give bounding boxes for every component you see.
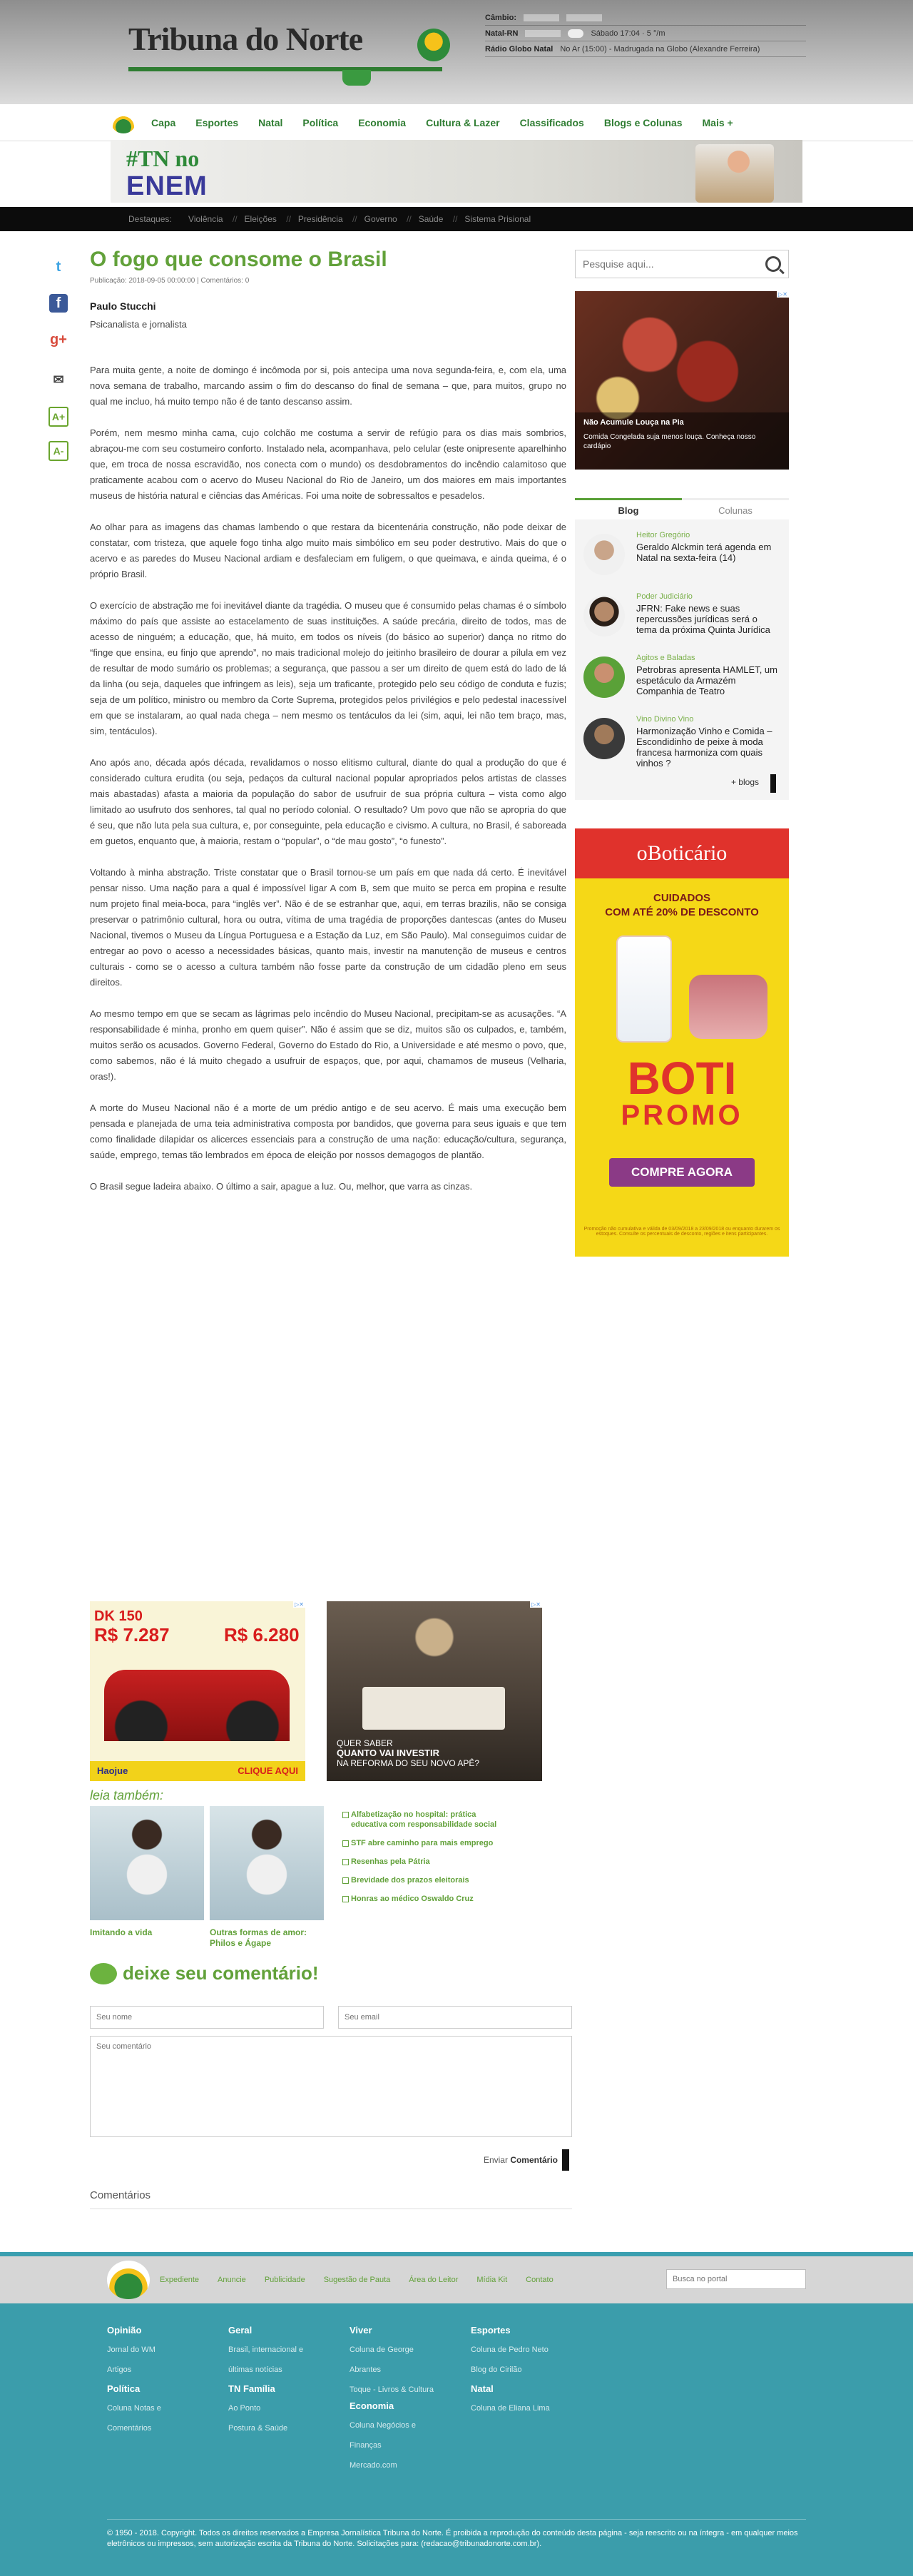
exchange-row xyxy=(485,10,806,26)
copyright: © 1950 - 2018. Copyright. Todos os direitos reservados a Empresa Jornalística Tribuna do Norte. É proibida a reprodução do conteúdo desta página - seja reescrito ou na íntegra - em qualquer meios eletrônicos ou impressos, sem autorização escrita da Tribuna do Norte. Solicitações para: (redacao@tribunadonorte.com.br). xyxy=(107,2519,806,2550)
avatar xyxy=(583,656,625,698)
comment-title: deixe seu comentário! xyxy=(123,1962,319,1984)
weather-city: Natal-RN xyxy=(485,29,519,38)
ad-big1: BOTI xyxy=(627,1053,737,1104)
blog-title: Geraldo Alckmin terá agenda em Natal na sexta-feira (14) xyxy=(636,542,772,563)
article-paragraph: Ao mesmo tempo em que se secam as lágrimas pelo incêndio do Museu Nacional, precipitam-se as acusações. “A responsabilidade é minha, pronho em quem quiser”. Não é assim que se diz, muitos são os culpados, e, também, muitos serão os acusados. Governo Federal, Governo do Estado do Rio, a Universidade e até mesmo o povo, que, como sabemos, não é lá muito chegado a usufruir de espaços, que, por aqui, chamamos de museus (Velharia, oras!). xyxy=(90,1008,566,1082)
comment-field[interactable] xyxy=(90,2036,572,2137)
footer-col-link[interactable]: últimas notícias xyxy=(228,2365,282,2374)
ad-line2: COM ATÉ 20% DE DESCONTO xyxy=(605,906,759,918)
article-paragraph: Voltando à minha abstração. Triste constatar que o Brasil tornou-se um país em que nada dá certo. É inevitável pensar nisso. Uma nação para a qual é impossível ligar A com B, sem que muito se perca em propina e resulte num projeto final meia-boca, para “inglês ver”. Não é de se estranhar que, aqui, em terras brazilis, não se consiga preservar o patrimônio cultural, hora ou outra, vítima de uma tragédia de proporções dantescas (antes do Museu Nacional, tivemos o Museu da Língua Portuguesa e a Estação da Luz, em São Paulo). Mal conseguimos cuidar de entregar ao povo o acesso a necessidades básicas, quanto mais, investir na manutenção de museus e centros culturais - como se o acesso a cultura também não fosse parte da construção de um cidadão pleno em seus direitos. xyxy=(90,867,566,988)
ad-choices-icon[interactable]: ▷✕ xyxy=(778,291,787,298)
divider: // xyxy=(407,214,412,224)
mail-icon[interactable]: ✉ xyxy=(53,372,64,387)
tab-blog[interactable]: Blog xyxy=(575,498,682,519)
footer-link-contato[interactable]: Contato xyxy=(526,2276,554,2284)
ad-footer xyxy=(90,1761,305,1781)
footer-link-sugestao[interactable]: Sugestão de Pauta xyxy=(323,2276,391,2284)
sidebar-ad-boticario[interactable] xyxy=(575,828,789,1257)
blog-author: Vino Divino Vino xyxy=(636,715,694,724)
footer-col-tn-familia xyxy=(228,2383,350,2438)
exchange-label: Câmbio: xyxy=(485,13,516,22)
footer-col-link[interactable]: Blog do Cirilão xyxy=(471,2365,522,2374)
footer-col-link[interactable]: Abrantes xyxy=(350,2365,382,2374)
footer-col-title: Esportes xyxy=(471,2325,511,2336)
nav-item-blogs[interactable]: Blogs e Colunas xyxy=(603,117,683,128)
blog-author: Heitor Gregório xyxy=(636,531,690,539)
footer-col-link[interactable]: Coluna de Eliana Lima xyxy=(471,2404,550,2413)
main-nav xyxy=(0,104,913,141)
ad-brand: oBoticário xyxy=(575,828,789,878)
highlight-saude[interactable]: Saúde xyxy=(418,214,444,224)
highlights-bar xyxy=(0,207,913,231)
footer-col-title: Economia xyxy=(350,2400,394,2411)
footer-col-link[interactable]: Ao Ponto xyxy=(228,2404,261,2413)
thumb-caption: Imitando a vida xyxy=(90,1927,153,1937)
send-label: Comentário xyxy=(510,2155,558,2165)
highlight-violencia[interactable]: Violência xyxy=(188,214,223,224)
thumb-image xyxy=(210,1806,324,1920)
thumb-caption: Outras formas de amor: Philos e Ágape xyxy=(210,1927,307,1948)
site-name: Tribuna do Norte xyxy=(128,21,363,57)
currency-value xyxy=(566,14,602,21)
highlight-presidencia[interactable]: Presidência xyxy=(297,214,343,224)
footer-link-publicidade[interactable]: Publicidade xyxy=(264,2276,305,2284)
ad-text xyxy=(337,1738,479,1768)
blog-item[interactable] xyxy=(583,525,780,587)
google-plus-icon[interactable]: g+ xyxy=(50,331,67,348)
footer-col-politica xyxy=(107,2383,228,2438)
bottom-ads xyxy=(90,1601,561,1781)
nav-item-esportes[interactable]: Esportes xyxy=(195,117,239,128)
radio-row xyxy=(485,41,806,57)
share-bar xyxy=(46,254,74,475)
radio-now-playing[interactable]: No Ar (15:00) - Madrugada na Globo (Alexandre Ferreira) xyxy=(560,44,760,54)
footer-link-anuncie[interactable]: Anuncie xyxy=(218,2276,246,2284)
footer-col-link[interactable]: Finanças xyxy=(350,2441,382,2450)
footer-link-leitor[interactable]: Área do Leitor xyxy=(409,2276,459,2284)
related-title: leia também: xyxy=(90,1788,164,1802)
blog-title: Petrobras apresenta HAMLET, um espetáculo da Armazém Companhia de Teatro xyxy=(636,664,777,696)
footer-col-link[interactable]: Jornal do WM xyxy=(107,2346,155,2354)
sidebar xyxy=(575,250,789,1257)
footer-col-link[interactable]: Postura & Saúde xyxy=(228,2424,288,2433)
weather-value: Sábado 17:04 · 5 °/m xyxy=(591,29,665,38)
related-thumb[interactable] xyxy=(210,1806,324,1949)
footer-top xyxy=(0,2252,913,2303)
footer-col-economia xyxy=(350,2400,471,2475)
divider: // xyxy=(286,214,291,224)
avatar xyxy=(583,595,625,637)
article-author: Paulo Stucchi xyxy=(90,300,156,312)
related-link[interactable]: Honras ao médico Oswaldo Cruz xyxy=(342,1894,499,1904)
real-estate-ad[interactable] xyxy=(327,1601,542,1781)
ad-line1: QUER SABER xyxy=(337,1738,393,1748)
search-input[interactable] xyxy=(583,258,765,270)
ad-title: Não Acumule Louça na Pia xyxy=(583,418,684,427)
send-prefix: Enviar xyxy=(483,2155,508,2165)
footer-col-link[interactable]: Coluna Notas e xyxy=(107,2404,161,2413)
top-info-panel xyxy=(485,10,806,57)
ad-line2: QUANTO VAI INVESTIR xyxy=(337,1748,439,1758)
blog-title: JFRN: Fake news e suas repercussões jurídicas será o tema da próxima Quinta Jurídica xyxy=(636,603,770,635)
font-decrease-icon[interactable]: A- xyxy=(49,441,68,461)
highlight-governo[interactable]: Governo xyxy=(364,214,397,224)
article-title: O fogo que consome o Brasil xyxy=(90,248,387,271)
nav-item-classificados[interactable]: Classificados xyxy=(519,117,584,128)
footer-col-link[interactable]: Toque - Livros & Cultura xyxy=(350,2385,434,2394)
click-here-button[interactable]: CLIQUE AQUI xyxy=(238,1765,298,1776)
sidebar-ad-food[interactable] xyxy=(575,291,789,470)
cloud-icon xyxy=(568,29,583,38)
radio-label: Rádio Globo Natal xyxy=(485,44,554,54)
name-field[interactable] xyxy=(90,2006,324,2029)
footer-col-link[interactable]: Coluna de George xyxy=(350,2346,414,2354)
currency-select[interactable] xyxy=(524,14,559,21)
send-comment-button[interactable] xyxy=(90,2149,572,2171)
nav-item-mais[interactable]: Mais + xyxy=(702,117,733,128)
article-paragraph: Porém, nem mesmo minha cama, cujo colchão me costuma a servir de refúgio para os dias mais sombrios, abraçou-me com seu costumeiro conforto. Instalado nela, acompanhava, pelo celular (este onipresente aparelhinho que, em troca de nossa escravidão, nos conecta com o mundo) os desdobramentos do incêndio calamitoso que praticamente acabou com o acervo do Museu Nacional do Rio de Janeiro, um dos maiores em mais importantes museus de história natural e ciências das Américas. Foi uma noite de sobressaltos e pesadelos. xyxy=(90,427,566,501)
home-logo-icon[interactable] xyxy=(111,112,136,133)
ad-headline xyxy=(575,891,789,920)
email-field[interactable] xyxy=(338,2006,572,2029)
footer xyxy=(0,2303,913,2576)
nav-item-politica[interactable]: Política xyxy=(302,117,339,128)
footer-col-link[interactable]: Coluna Negócios e xyxy=(350,2421,416,2430)
ad-price-2: R$ 6.280 xyxy=(224,1624,300,1646)
tab-colunas[interactable]: Colunas xyxy=(682,498,789,519)
related-articles xyxy=(90,1788,561,1949)
enem-banner[interactable] xyxy=(111,140,802,203)
footer-col-link[interactable]: Mercado.com xyxy=(350,2461,397,2470)
twitter-icon[interactable]: t xyxy=(56,258,61,275)
avatar xyxy=(583,534,625,575)
weather-row xyxy=(485,26,806,41)
footer-col-title: Opinião xyxy=(107,2325,142,2336)
footer-col-viver xyxy=(350,2325,471,2400)
ad-line1: CUIDADOS xyxy=(653,892,710,904)
ad-fine-print: Promoção não cumulativa e válida de 03/09/2018 a 23/09/2018 ou enquanto durarem os estoques. Consulte os percentuais de desconto, regiões e itens participantes. xyxy=(583,1227,780,1237)
footer-logo-icon[interactable] xyxy=(107,2261,150,2299)
footer-col-title: Natal xyxy=(471,2383,494,2394)
footer-col-link[interactable]: Comentários xyxy=(107,2424,152,2433)
facebook-icon[interactable]: f xyxy=(49,294,68,313)
related-thumb[interactable] xyxy=(90,1806,204,1949)
related-link[interactable]: STF abre caminho para mais emprego xyxy=(342,1838,499,1848)
footer-col-geral xyxy=(228,2325,350,2380)
avatar xyxy=(583,718,625,759)
ad-model: DK 150 xyxy=(94,1608,143,1624)
footer-col-title: Política xyxy=(107,2383,141,2394)
blog-item[interactable] xyxy=(583,648,780,709)
blog-author: Poder Judiciário xyxy=(636,592,693,601)
blog-tabs xyxy=(575,498,789,519)
footer-col-title: TN Família xyxy=(228,2383,275,2394)
article-paragraph: A morte do Museu Nacional não é a morte de um prédio antigo e de seu acervo. É mais uma execução bem pensada e planejada de uma teia administrativa composta por bandidos, que governa para seus iguais e que tem como finalidade dilapidar os alicerces essenciais para a construção de uma nação: educação/cultura, segurança, saúde, emprego, temas tão lembrados em época de eleição por nossos demagogos de plantão. xyxy=(90,1102,566,1160)
banner-line2: ENEM xyxy=(126,171,208,201)
ad-choices-icon[interactable]: ▷✕ xyxy=(295,1601,304,1608)
site-header xyxy=(0,0,913,104)
footer-col-link[interactable]: Brasil, internacional e xyxy=(228,2346,304,2354)
footer-col-natal xyxy=(471,2383,592,2418)
ad-choices-icon[interactable]: ▷✕ xyxy=(531,1601,541,1608)
motorcycle-ad[interactable] xyxy=(90,1601,305,1781)
buy-now-button[interactable]: COMPRE AGORA xyxy=(609,1158,755,1187)
divider: // xyxy=(352,214,357,224)
blog-item[interactable] xyxy=(583,709,780,774)
footer-search-input[interactable] xyxy=(666,2269,806,2289)
related-link[interactable]: Alfabetização no hospital: prática educativa com responsabilidade social xyxy=(342,1810,499,1830)
search-icon[interactable] xyxy=(765,256,781,272)
footer-col-title: Geral xyxy=(228,2325,253,2336)
blog-title: Harmonização Vinho e Comida – Escondidinho de peixe à moda francesa harmoniza com quais vinhos ? xyxy=(636,726,772,769)
footer-col-link[interactable]: Artigos xyxy=(107,2365,132,2374)
article-paragraph: Para muita gente, a noite de domingo é incômoda por si, pois antecipa uma nova segunda-feira, e, com ela, uma nova semana de trabalho, marcando assim o fim do descanso do final de semana – que, para muitos, grupo no qual me incluo, há muito tempo não é de tanto descanso assim. xyxy=(90,365,566,407)
related-links xyxy=(342,1810,499,1912)
thumb-image xyxy=(90,1806,204,1920)
logo-bar xyxy=(128,67,442,71)
banner-photo xyxy=(695,144,774,203)
footer-link-expediente[interactable]: Expediente xyxy=(160,2276,200,2284)
banner-line1: #TN no xyxy=(126,146,200,171)
speech-bubble-icon xyxy=(90,1963,117,1984)
site-search xyxy=(575,250,789,278)
article-meta: Publicação: 2018-09-05 00:00:00 | Comentários: 0 xyxy=(90,277,250,285)
nav-item-economia[interactable]: Economia xyxy=(358,117,407,128)
footer-col-title: Viver xyxy=(350,2325,372,2336)
ad-text: Comida Congelada suja menos louça. Conheça nosso cardápio xyxy=(583,433,756,450)
rn-flag-icon xyxy=(417,29,450,61)
highlights-label: Destaques: xyxy=(128,214,172,224)
blog-item[interactable] xyxy=(583,587,780,648)
nav-item-cultura[interactable]: Cultura & Lazer xyxy=(426,117,500,128)
blog-list xyxy=(575,519,789,800)
footer-col-esportes xyxy=(471,2325,592,2380)
ad-big2: PROMO xyxy=(621,1100,743,1131)
ad-caption xyxy=(575,412,789,470)
motorcycle-image xyxy=(104,1670,290,1741)
footer-col-link[interactable]: Coluna de Pedro Neto xyxy=(471,2346,549,2354)
article-paragraph: Ao olhar para as imagens das chamas lambendo o que restara da bicentenária construção, não pode deixar de constatar, com tristeza, que aquele fogo tinha algo muito mais simbólico em seu poder destrutivo. Mais do que o acervo e as paredes do Museu Nacional ardiam e desfaleciam em fuligem, o que queimava, e ainda queima, é o próprio Brasil. xyxy=(90,522,566,579)
footer-col-opiniao xyxy=(107,2325,228,2380)
article-paragraph: O Brasil segue ladeira abaixo. O último a sair, apague a luz. Ou, melhor, que varra as cinzas. xyxy=(90,1181,473,1192)
ad-brand: Haojue xyxy=(97,1765,128,1776)
bedroom-image xyxy=(362,1687,505,1730)
highlight-eleicoes[interactable]: Eleições xyxy=(244,214,277,224)
article xyxy=(90,247,566,1195)
article-paragraph: O exercício de abstração me foi inevitável diante da tragédia. O museu que é consumido pelas chamas é o símbolo máximo do país que assiste ao estacelamento de suas instituições. A saúde precária, direito de todos, mas de acesso de ninguém; a educação, que, há muito, em todos os níveis (do básico ao superior) dança no ritmo do “finge que ensina, eu finjo que aprendo”, no mais tradicional molejo do jeitinho brasileiro de dourar a pílula em vez de resultar de modo sumário os problemas; a segurança, que passou a ser um direito de quem está do lado de lá da linha (ou seja, daqueles que infringem as leis), seja um traficante, protegido pelo seu código de conduta e fuzis; seja de um político, ministro ou membro da Corte Suprema, protegidos pelos privilégios e pelo pedestal inacessível em que se instalaram, ao qual nada chega – nem mesmo os tentáculos da lei (sim, aqui, lei não tem braço, mas, sim, tentáculos). xyxy=(90,600,566,736)
comments-list-title: Comentários xyxy=(90,2189,572,2209)
article-paragraph: Ano após ano, década após década, revalidamos o nosso elitismo cultural, diante do qual a produção do que é considerado cultura erudita (ou seja, pedaços da cultural nacional popular apropriados pelos artistas de classes mais abastadas) afasta a maioria da população do sabor de usufruir de sua própria cultura – vista como algo limitado ao usufruto dos senhores, tal qual no período colonial. O resultado? Um povo que não se apropria do que é seu, que não luta pela sua cultura, e, por conseguinte, pela educação e civismo. A cultura, no Brasil, é saboreada em guetos, enquanto que, à maioria, restam o “popular”, o “de mau gosto”, “o funesto”. xyxy=(90,757,566,846)
comment-heading xyxy=(90,1962,572,1984)
blog-author: Agitos e Baladas xyxy=(636,654,695,662)
ad-price-1: R$ 7.287 xyxy=(94,1624,170,1646)
city-select[interactable] xyxy=(525,30,561,37)
site-logo[interactable] xyxy=(128,20,442,86)
ad-line3: NA REFORMA DO SEU NOVO APÊ? xyxy=(337,1758,480,1768)
logo-emblem-icon xyxy=(342,70,371,86)
divider: // xyxy=(452,214,458,224)
divider: // xyxy=(232,214,238,224)
footer-link-midia-kit[interactable]: Mídia Kit xyxy=(476,2276,508,2284)
related-link[interactable]: Resenhas pela Pátria xyxy=(342,1857,499,1867)
comment-section xyxy=(90,1962,572,2209)
highlight-sistema-prisional[interactable]: Sistema Prisional xyxy=(464,214,531,224)
product-jar-image xyxy=(689,975,767,1039)
author-role: Psicanalista e jornalista xyxy=(90,319,187,330)
related-link[interactable]: Brevidade dos prazos eleitorais xyxy=(342,1875,499,1885)
nav-item-natal[interactable]: Natal xyxy=(258,117,283,128)
product-bottle-image xyxy=(616,935,672,1043)
nav-item-capa[interactable]: Capa xyxy=(151,117,176,128)
font-increase-icon[interactable]: A+ xyxy=(49,407,68,427)
more-blogs-link[interactable]: + blogs xyxy=(583,774,780,794)
